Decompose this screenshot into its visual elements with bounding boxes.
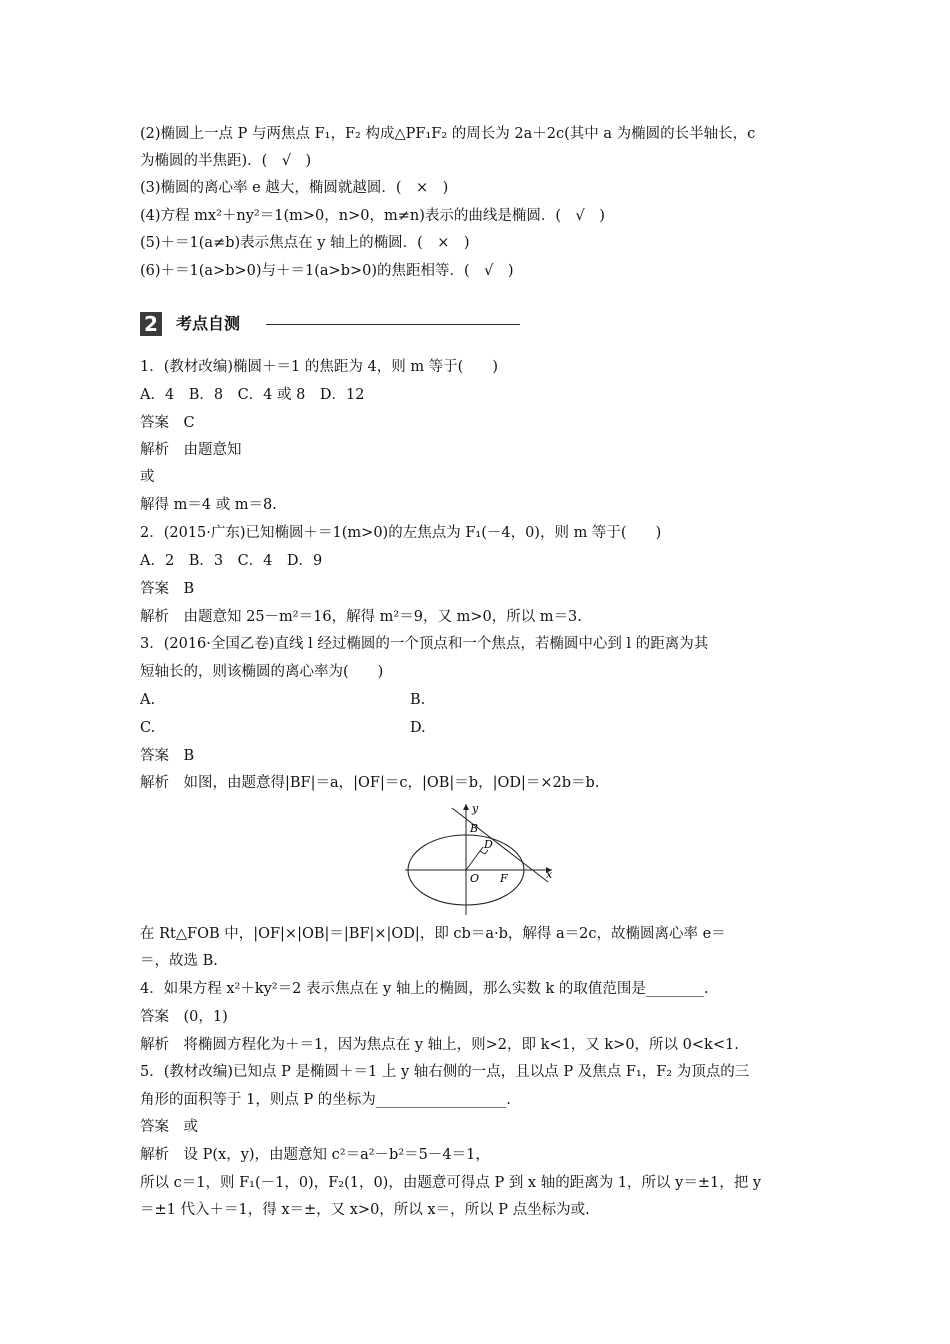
section-title: 考点自测 bbox=[176, 314, 241, 333]
problem-4-answer: 答案 (0，1) bbox=[140, 1009, 228, 1025]
label-o: O bbox=[470, 872, 480, 885]
problem-2-question: 2．(2015·广东)已知椭圆＋＝1(m>0)的左焦点为 F₁(－4，0)，则 m 等于( ) bbox=[140, 525, 662, 541]
problem-4-solution: 解析 将椭圆方程化为＋＝1，因为焦点在 y 轴上，则>2，即 k<1，又 k>0，所以 0<k<1. bbox=[140, 1037, 739, 1053]
judgment-3: (3)椭圆的离心率 e 越大，椭圆就越圆．( × ) bbox=[140, 180, 449, 196]
problem-5-answer: 答案 或 bbox=[140, 1119, 198, 1135]
problem-3-solution-line1: 解析 如图，由题意得|BF|＝a，|OF|＝c，|OB|＝b，|OD|＝×2b＝b. bbox=[140, 775, 600, 791]
problem-5-question-line1: 5．(教材改编)已知点 P 是椭圆＋＝1 上 y 轴右侧的一点，且以点 P 及焦点 F₁，F₂ 为顶点的三 bbox=[140, 1064, 750, 1080]
problem-3-option-d: D. bbox=[410, 720, 426, 736]
ellipse-figure bbox=[400, 800, 560, 920]
problem-3-question-line1: 3．(2016·全国乙卷)直线 l 经过椭圆的一个顶点和一个焦点，若椭圆中心到 l 的距离为其 bbox=[140, 636, 709, 652]
label-b: B bbox=[470, 822, 479, 835]
problem-5-solution-line1: 解析 设 P(x，y)，由题意知 c²＝a²－b²＝5－4＝1， bbox=[140, 1147, 490, 1163]
problem-5-solution-line3: ＝±1 代入＋＝1，得 x＝±，又 x>0，所以 x＝，所以 P 点坐标为或. bbox=[140, 1202, 590, 1218]
segment-od bbox=[466, 847, 483, 870]
problem-1-question: 1．(教材改编)椭圆＋＝1 的焦距为 4，则 m 等于( ) bbox=[140, 359, 498, 375]
problem-3-option-b: B. bbox=[410, 692, 426, 708]
problem-1-solution-or: 或 bbox=[140, 469, 155, 485]
judgment-2-line1: (2)椭圆上一点 P 与两焦点 F₁，F₂ 构成△PF₁F₂ 的周长为 2a＋2c(其中 a 为椭圆的长半轴长，c bbox=[140, 126, 756, 142]
problem-5-question-line2: 角形的面积等于 1，则点 P 的坐标为__________________. bbox=[140, 1092, 511, 1108]
judgment-4: (4)方程 mx²＋ny²＝1(m>0，n>0，m≠n)表示的曲线是椭圆．( √ ) bbox=[140, 208, 605, 224]
problem-2-answer: 答案 B bbox=[140, 581, 195, 597]
judgment-6: (6)＋＝1(a>b>0)与＋＝1(a>b>0)的焦距相等．( √ ) bbox=[140, 263, 514, 279]
problem-3-answer: 答案 B bbox=[140, 748, 195, 764]
problem-1-answer: 答案 C bbox=[140, 415, 195, 431]
section-header bbox=[140, 312, 520, 338]
problem-1-solution: 解析 由题意知 bbox=[140, 442, 242, 458]
problem-3-question-line2: 短轴长的，则该椭圆的离心率为( ) bbox=[140, 664, 384, 680]
problem-2-solution: 解析 由题意知 25－m²＝16，解得 m²＝9，又 m>0，所以 m＝3. bbox=[140, 609, 582, 625]
label-x: x bbox=[546, 868, 553, 881]
section-number: 2 bbox=[140, 312, 162, 336]
problem-5-solution-line2: 所以 c＝1，则 F₁(－1，0)，F₂(1，0)，由题意可得点 P 到 x 轴的距离为 1，所以 y＝±1，把 y bbox=[140, 1175, 762, 1191]
judgment-5: (5)＋＝1(a≠b)表示焦点在 y 轴上的椭圆．( × ) bbox=[140, 235, 470, 251]
label-y: y bbox=[472, 802, 479, 815]
problem-1-solution-result: 解得 m＝4 或 m＝8. bbox=[140, 497, 277, 513]
problem-1-options: A．4 B．8 C．4 或 8 D．12 bbox=[140, 387, 365, 403]
section-divider bbox=[266, 324, 520, 325]
y-axis-arrow bbox=[463, 804, 469, 810]
problem-3-solution-line2: 在 Rt△FOB 中，|OF|×|OB|＝|BF|×|OD|，即 cb＝a·b，解得 a＝2c，故椭圆离心率 e＝ bbox=[140, 926, 726, 942]
problem-4-question: 4．如果方程 x²＋ky²＝2 表示焦点在 y 轴上的椭圆，那么实数 k 的取值范围是________. bbox=[140, 981, 709, 997]
label-d: D bbox=[484, 838, 493, 851]
problem-2-options: A．2 B．3 C．4 D．9 bbox=[140, 553, 323, 569]
problem-3-solution-line3: ＝，故选 B. bbox=[140, 953, 218, 969]
judgment-2-line2: 为椭圆的半焦距)．( √ ) bbox=[140, 153, 312, 169]
problem-3-option-c: C. bbox=[140, 720, 156, 736]
problem-3-option-a: A. bbox=[140, 692, 156, 708]
label-f: F bbox=[500, 872, 508, 885]
